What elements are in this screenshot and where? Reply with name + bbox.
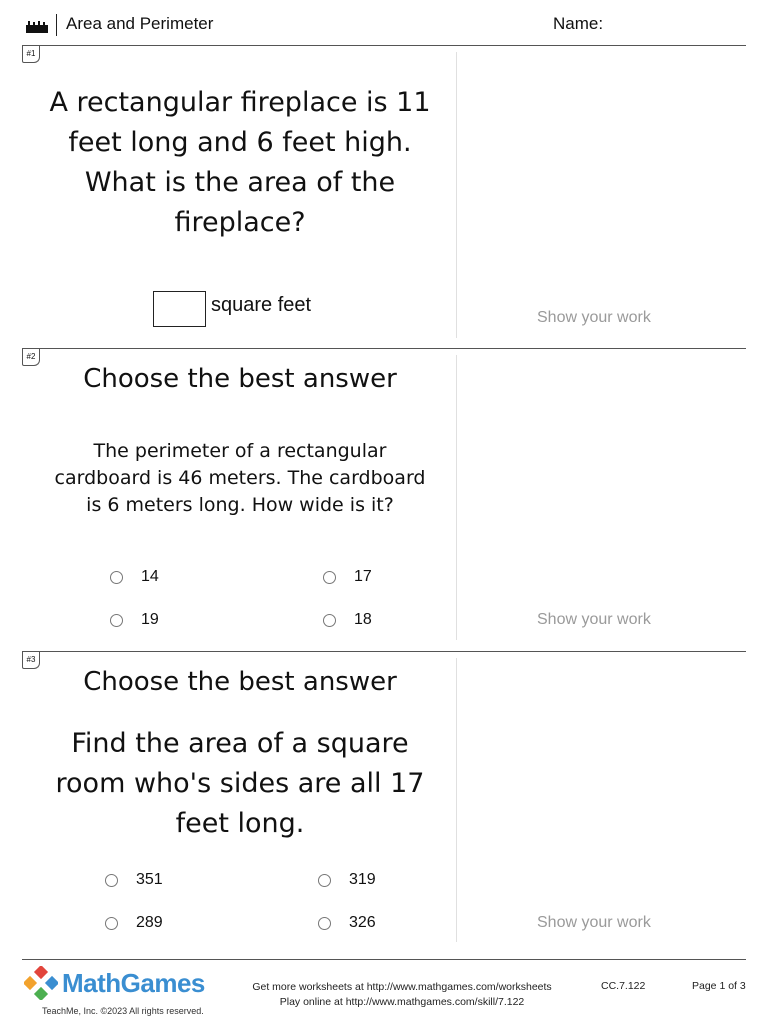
worksheet-title: Area and Perimeter [66, 14, 214, 33]
radio-button[interactable] [318, 874, 331, 887]
divider [22, 348, 746, 349]
radio-button[interactable] [105, 917, 118, 930]
question-line: What is the area of the [84, 167, 396, 198]
radio-button[interactable] [110, 571, 123, 584]
radio-button[interactable] [105, 874, 118, 887]
question-line: cardboard is 46 meters. The cardboard [54, 467, 426, 489]
question-line: The perimeter of a rectangular [93, 440, 387, 462]
radio-button[interactable] [318, 917, 331, 930]
question-line: Find the area of a square [71, 728, 409, 759]
option-label: 319 [349, 871, 376, 888]
question-line: feet long and 6 feet high. [68, 127, 412, 158]
question-line: is 6 meters long. How wide is it? [86, 494, 394, 516]
answer-option[interactable] [318, 914, 376, 932]
copyright: TeachMe, Inc. ©2023 All rights reserved. [42, 1006, 204, 1016]
header-separator [56, 14, 57, 36]
option-label: 18 [354, 611, 372, 628]
option-label: 19 [141, 611, 159, 628]
name-label: Name: [553, 14, 604, 33]
question-text [40, 724, 440, 844]
show-work-label: Show your work [537, 914, 651, 931]
question-line: A rectangular fireplace is 11 [49, 87, 431, 118]
answer-option[interactable] [318, 871, 376, 889]
option-label: 17 [354, 568, 372, 585]
show-work-label: Show your work [537, 611, 651, 628]
skill-link[interactable]: Play online at http://www.mathgames.com/skill/7.122 [279, 996, 525, 1008]
question-text [40, 83, 440, 243]
question-heading: Choose the best answer [83, 364, 397, 394]
ruler-icon [26, 18, 48, 30]
answer-input-box[interactable] [153, 291, 206, 327]
footer-links [232, 980, 572, 1010]
question-number: #1 [22, 46, 40, 63]
option-label: 289 [136, 914, 163, 931]
answer-unit: square feet [211, 294, 312, 316]
answer-option[interactable] [323, 568, 372, 586]
option-label: 14 [141, 568, 159, 585]
divider [22, 959, 746, 960]
question-line: room who's sides are all 17 [55, 768, 425, 799]
work-divider [456, 355, 457, 640]
option-label: 351 [136, 871, 163, 888]
page-number: Page 1 of 3 [692, 980, 746, 992]
question-heading: Choose the best answer [83, 667, 397, 697]
option-label: 326 [349, 914, 376, 931]
answer-option[interactable] [110, 611, 159, 629]
worksheets-link[interactable]: Get more worksheets at http://www.mathgames.com/worksheets [252, 981, 552, 993]
answer-option[interactable] [323, 611, 372, 629]
question-number: #2 [22, 349, 40, 366]
answer-option[interactable] [105, 871, 163, 889]
question-line: fireplace? [174, 207, 306, 238]
radio-button[interactable] [323, 614, 336, 627]
radio-button[interactable] [323, 571, 336, 584]
show-work-label: Show your work [537, 309, 651, 326]
skill-code: CC.7.122 [601, 980, 646, 992]
answer-option[interactable] [110, 568, 159, 586]
radio-button[interactable] [110, 614, 123, 627]
mathgames-logo-icon [24, 966, 58, 1000]
divider [22, 651, 746, 652]
question-number: #3 [22, 652, 40, 669]
divider [22, 45, 746, 46]
work-divider [456, 658, 457, 942]
question-line: feet long. [175, 808, 305, 839]
work-divider [456, 52, 457, 338]
question-text [40, 438, 440, 519]
logo-text: MathGames [62, 967, 205, 998]
answer-option[interactable] [105, 914, 163, 932]
mathgames-logo[interactable] [24, 966, 205, 1000]
